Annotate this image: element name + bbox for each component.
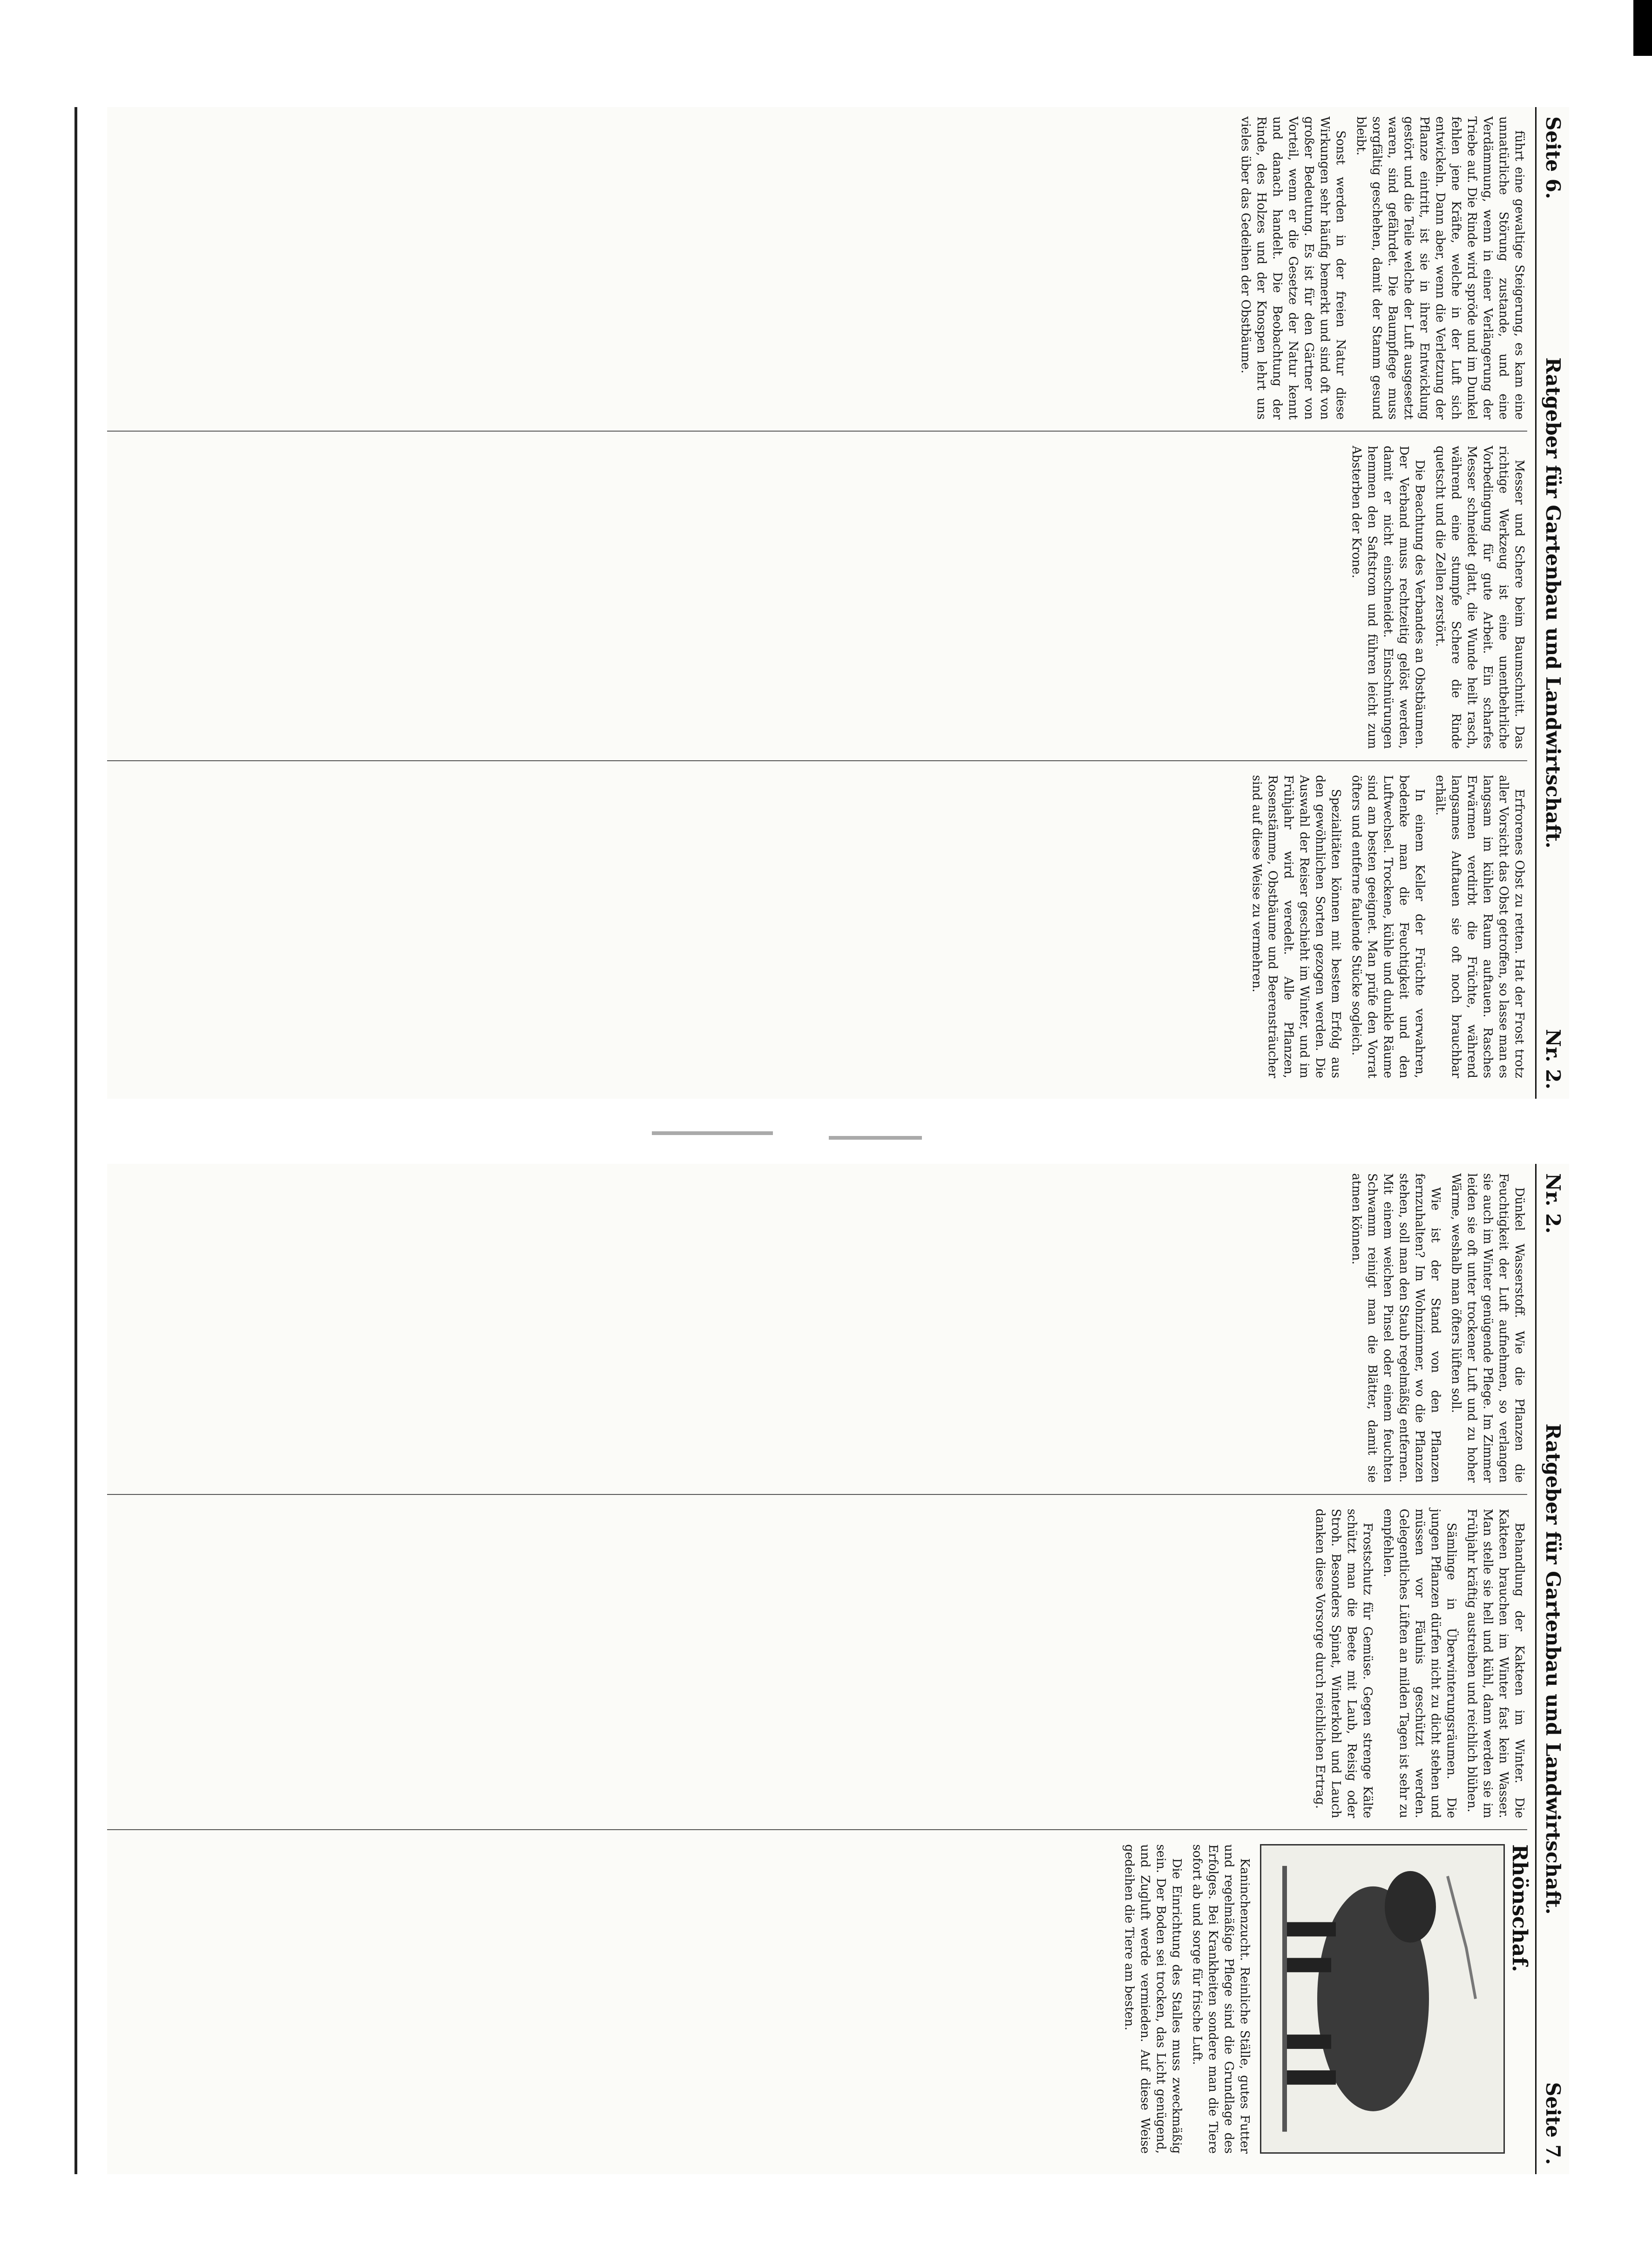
corner-marker xyxy=(1633,0,1652,56)
upper-column-2-text-2: Die Beachtung des Verbandes an Obstbäumen. Der Verband muss rechtzeitig gelöst werden, damit er nicht einschneidet. Einschnürungen hemmen den Saftstrom und führen leicht zum Absterben der Krone. xyxy=(1349,446,1427,749)
lower-column-2 xyxy=(107,1509,1527,1831)
lower-column-1-text-2: Wie ist der Stand von den Pflanzen fernzuhalten? Im Wohnzimmer, wo die Pflanzen stehen, soll man den Staub regelmäßig entfernen. Mit einem weichen Pinsel oder einem feuchten Schwamm reinigt man die Blätter, damit sie atmen können. xyxy=(1349,1173,1442,1483)
upper-column-3-text-2: In einem Keller der Früchte verwahren, bedenke man die Feuchtigkeit und den Luftwechsel. Trockene, kühle und dunkle Räume sind am besten geeignet. Man prüfe den Vorrat öfters und entferne faulende Stücke sogleich. xyxy=(1349,775,1427,1078)
upper-column-3-text-3: Spezialitäten können mit bestem Erfolg aus den gewöhnlichen Sorten gezogen werden. Die Auswahl der Reiser geschieht im Winter, und im Frühjahr wird veredelt. Alle Pflanzen, Rosenstämme, Obstbäume und Beerensträucher sind auf diese Weise zu vermehren. xyxy=(1250,775,1343,1078)
lower-column-3-text: Kaninchenzucht. Reinliche Ställe, gutes Futter und regelmäßige Pflege sind die Grundlage des Erfolges. Bei Krankheiten sondere man die Tiere sofort ab und sorge für frische Luft. xyxy=(1190,1844,1252,2154)
lower-column-2-text-3: Frostschutz für Gemüse. Gegen strenge Kälte schützt man die Beete mit Laub, Reisig oder Stroh. Besonders Spinat, Winterkohl und Lauch danken diese Vorsorge durch reichlichen Ertrag. xyxy=(1313,1508,1374,1818)
lower-page-header xyxy=(1535,1164,1569,2174)
upper-column-2 xyxy=(107,446,1527,761)
lower-page xyxy=(107,1164,1569,2174)
upper-page-columns xyxy=(107,107,1527,1099)
upper-column-3 xyxy=(107,775,1527,1089)
lower-page-title: Ratgeber für Gartenbau und Landwirtschaft. xyxy=(1542,1423,1564,1915)
upper-column-1-text: führt eine gewaltige Steigerung, es kam eine unnatürliche Störung zustande, und eine Verdämmung, wenn in einer Verlängerung der Triebe auf. Die Rinde wird spröde und im Dunkel fehlen jene Kräfte, welche in der Luft sich entwickeln. Dann aber, wenn die Verletzung der Pflanze eintritt, ist sie in ihrer Entwicklung gestört und die Teile welche der Luft ausgesetzt waren, sind gefährdet. Die Baumpflege muss sorgfältig geschehen, damit der Stamm gesund bleibt. xyxy=(1354,116,1526,420)
sheep-illustration xyxy=(1260,1844,1505,2154)
lower-column-3 xyxy=(107,1844,1531,2165)
page-edge-line xyxy=(74,107,77,2174)
lower-page-issue: Nr. 2. xyxy=(1542,1173,1564,1234)
lower-column-2-text-2: Sämlinge in Überwinterungsräumen. Die jungen Pflanzen dürfen nicht zu dicht stehen und müssen vor Fäulnis geschützt werden. Gelegentliches Lüften an milden Tagen ist sehr zu empfehlen. xyxy=(1381,1508,1458,1818)
print-smudge xyxy=(652,1131,773,1135)
lower-column-1 xyxy=(107,1173,1527,1495)
print-smudge-2 xyxy=(829,1136,922,1140)
lower-page-number: Seite 7. xyxy=(1542,2082,1564,2165)
upper-page-number: Seite 6. xyxy=(1542,116,1564,199)
lower-column-3-text-2: Die Einrichtung des Stalles muss zweckmäßig sein. Der Boden sei trocken, das Licht genügend, und Zugluft werde vermieden. Auf diese Weise gedeihen die Tiere am besten. xyxy=(1122,1844,1184,2154)
upper-page-issue: Nr. 2. xyxy=(1542,1029,1564,1089)
lower-column-2-text: Behandlung der Kakteen im Winter. Die Kakteen brauchen im Winter fast kein Wasser. Man stelle sie hell und kühl, dann werden sie im Frühjahr kräftig austreiben und reichlich blühen. xyxy=(1465,1508,1526,1818)
upper-page-header xyxy=(1535,107,1569,1099)
upper-page xyxy=(107,107,1569,1099)
upper-column-2-text: Messer und Schere beim Baumschnitt. Das richtige Werkzeug ist eine unentbehrliche Vorbedingung für gute Arbeit. Ein scharfes Messer schneidet glatt, die Wunde heilt rasch, während eine stumpfe Schere die Rinde quetscht und die Zellen zerstört. xyxy=(1433,446,1526,749)
upper-page-rotated-content xyxy=(107,107,1569,1099)
lower-page-columns xyxy=(107,1164,1531,2174)
upper-column-1 xyxy=(107,116,1527,432)
upper-page-title: Ratgeber für Gartenbau und Landwirtschaft. xyxy=(1542,357,1564,849)
newspaper-spread xyxy=(107,107,1569,2174)
sheep-image xyxy=(1261,1845,1503,2152)
upper-column-1-text-2: Sonst werden in der freien Natur diese Wirkungen sehr häufig bemerkt und sind oft von großer Bedeutung. Es ist für den Gärtner von Vorteil, wenn er die Gesetze der Natur kennt und danach handelt. Die Beobachtung der Rinde, des Holzes und der Knospen lehrt uns vieles über das Gedeihen der Obstbäume. xyxy=(1239,116,1347,420)
upper-column-3-text: Erfrorenes Obst zu retten. Hat der Frost trotz aller Vorsicht das Obst getroffen, so lasse man es langsam im kühlen Raum auftauen. Rasches Erwärmen verdirbt die Früchte, während langsames Auftauen sie oft noch brauchbar erhält. xyxy=(1433,775,1526,1078)
lower-page-rotated-content xyxy=(107,1164,1569,2174)
illustration-caption: Rhönschaf. xyxy=(1508,1844,1531,1972)
lower-column-1-text: Dünkel Wasserstoff. Wie die Pflanzen die Feuchtigkeit der Luft aufnehmen, so verlangen sie auch im Winter genügende Pflege. Im Zimmer leiden sie oft unter trockener Luft und zu hoher Wärme, weshalb man öfters lüften soll. xyxy=(1449,1173,1526,1483)
